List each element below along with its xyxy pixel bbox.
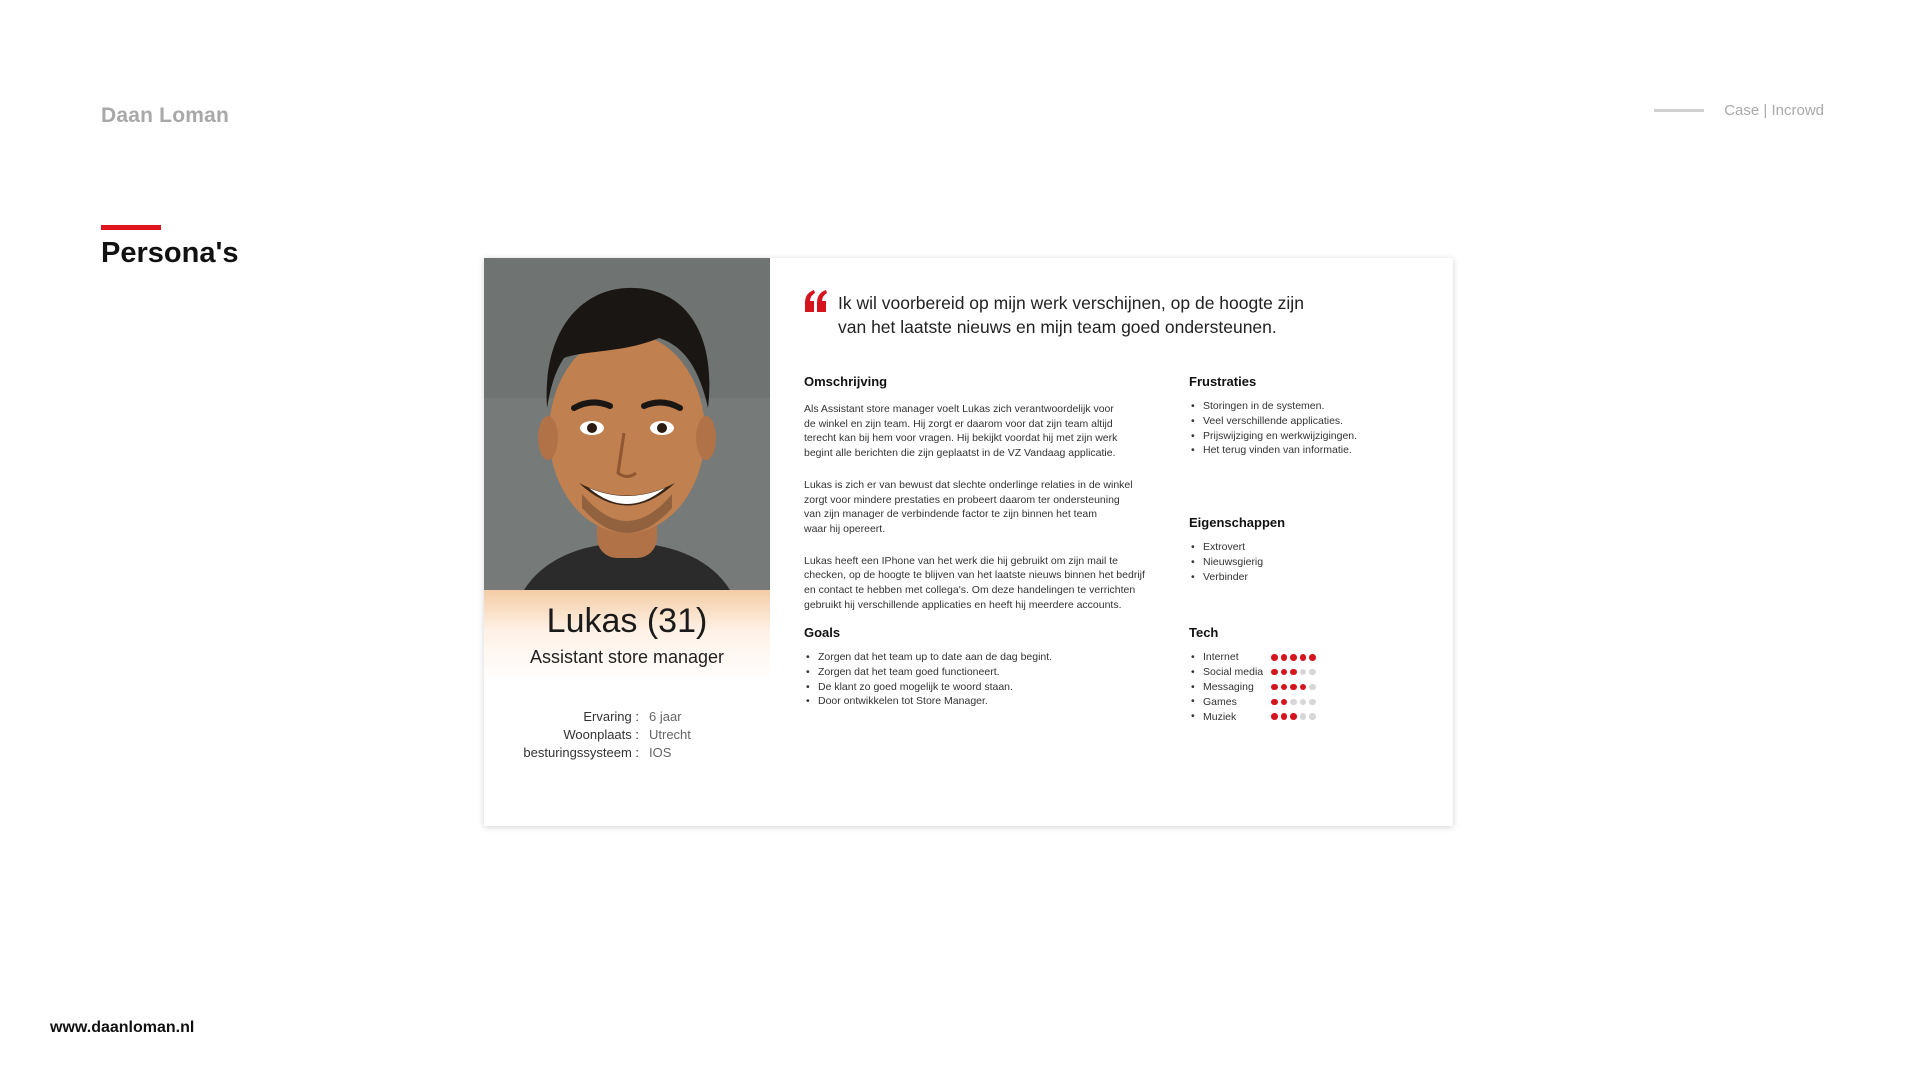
section-title: Persona's xyxy=(101,237,239,269)
list-item: • Storingen in de systemen. xyxy=(1189,399,1357,414)
quote-line: van het laatste nieuws en mijn team goed ondersteunen. xyxy=(838,317,1277,337)
text-line: Lukas is zich er van bewust dat slechte onderlinge relaties in de winkel xyxy=(804,478,1133,491)
frustraties-list xyxy=(1189,399,1357,458)
tech-row xyxy=(1189,680,1316,695)
tech-list xyxy=(1189,650,1316,724)
tech-row xyxy=(1189,709,1316,724)
persona-profile xyxy=(484,258,770,826)
text-line: de winkel en zijn team. Hij zorgt er daarom voor dat zijn team altijd xyxy=(804,417,1113,430)
rating-dot-empty xyxy=(1309,684,1316,691)
rating-dots xyxy=(1271,669,1316,676)
eigenschappen-list xyxy=(1189,540,1285,584)
rating-dot-empty xyxy=(1300,669,1307,676)
rating-dot-filled xyxy=(1290,669,1297,676)
tech-section xyxy=(1189,625,1316,724)
list-item: • Veel verschillende applicaties. xyxy=(1189,414,1357,429)
list-item: • Verbinder xyxy=(1189,570,1285,585)
rating-dot-filled xyxy=(1281,669,1288,676)
header-case xyxy=(1654,102,1824,119)
rating-dot-empty xyxy=(1309,669,1316,676)
persona-portrait-illustration xyxy=(484,258,770,590)
header-divider-line xyxy=(1654,109,1704,112)
persona-role: Assistant store manager xyxy=(529,647,725,667)
text-line: begint alle berichten die zijn geplaatst in de VZ Vandaag applicatie. xyxy=(804,447,1116,460)
rating-dot-empty xyxy=(1300,699,1307,706)
text-line: Lukas heeft een IPhone van het werk die hij gebruikt om zijn mail te xyxy=(804,554,1119,567)
rating-dot-filled xyxy=(1271,669,1278,676)
list-item: • De klant zo goed mogelijk te woord staan. xyxy=(804,680,1052,695)
eigenschappen-section xyxy=(1189,515,1285,584)
footer-website-link[interactable]: www.daanloman.nl xyxy=(50,1019,195,1036)
rating-dot-filled xyxy=(1300,654,1307,661)
tech-label: • Internet xyxy=(1203,651,1239,664)
fact-label: Ervaring : xyxy=(583,709,639,724)
rating-dot-filled xyxy=(1290,684,1297,691)
frustraties-section xyxy=(1189,374,1357,458)
list-item: • Prijswijziging en werkwijzigingen. xyxy=(1189,429,1357,444)
list-item: • Zorgen dat het team up to date aan de dag begint. xyxy=(804,650,1052,665)
rating-dots xyxy=(1271,654,1316,661)
fact-label: besturingssysteem : xyxy=(523,745,639,760)
omschrijving-section xyxy=(804,374,1169,629)
tech-label: • Muziek xyxy=(1203,710,1237,723)
omschrijving-paragraph xyxy=(804,402,1169,461)
goals-title: Goals xyxy=(804,625,841,640)
persona-facts xyxy=(484,708,770,762)
rating-dot-filled xyxy=(1290,654,1297,661)
rating-dot-filled xyxy=(1271,699,1278,706)
omschrijving-title: Omschrijving xyxy=(804,374,888,389)
omschrijving-paragraph xyxy=(804,554,1169,613)
fact-value: Utrecht xyxy=(649,727,691,742)
text-line: zorgt voor mindere prestaties en probeert daarom ter ondersteuning xyxy=(804,493,1120,506)
rating-dot-empty xyxy=(1300,713,1307,720)
rating-dot-filled xyxy=(1300,684,1307,691)
text-line: gebruikt hij verschillende applicaties en heeft hij meerdere accounts. xyxy=(804,598,1122,611)
text-line: van zijn manager de verbindende factor te zijn binnen het team xyxy=(804,508,1098,521)
tech-label: • Social media xyxy=(1203,666,1264,679)
case-label: Case | Incrowd xyxy=(1724,102,1824,119)
quote-line: Ik wil voorbereid op mijn werk verschijnen, op de hoogte zijn xyxy=(838,293,1304,313)
list-item: • Het terug vinden van informatie. xyxy=(1189,443,1357,458)
tech-label: • Messaging xyxy=(1203,680,1254,693)
goals-section xyxy=(804,625,1052,709)
rating-dots xyxy=(1271,699,1316,706)
rating-dot-filled xyxy=(1281,654,1288,661)
tech-title: Tech xyxy=(1189,625,1219,640)
omschrijving-paragraph xyxy=(804,478,1169,537)
text-line: checken, op de hoogte te blijven van het laatste nieuws binnen het bedrijf xyxy=(804,569,1145,582)
brand-name: Daan Loman xyxy=(101,104,230,127)
persona-card xyxy=(484,258,1453,826)
fact-row-ervaring xyxy=(484,708,770,726)
section-accent-bar xyxy=(101,225,161,230)
rating-dot-filled xyxy=(1290,713,1297,720)
fact-label: Woonplaats : xyxy=(563,727,639,742)
rating-dot-filled xyxy=(1281,713,1288,720)
list-item: • Nieuwsgierig xyxy=(1189,555,1285,570)
rating-dot-empty xyxy=(1290,699,1297,706)
list-item: • Extrovert xyxy=(1189,540,1285,555)
tech-row xyxy=(1189,665,1316,680)
persona-name: Lukas (31) xyxy=(546,602,708,640)
text-line: terecht kan bij hem voor vragen. Hij bekijkt voordat hij met zijn werk xyxy=(804,432,1118,445)
list-item: • Door ontwikkelen tot Store Manager. xyxy=(804,694,1052,709)
text-line: waar hij opereert. xyxy=(804,522,886,535)
rating-dots xyxy=(1271,713,1316,720)
eigenschappen-title: Eigenschappen xyxy=(1189,515,1286,530)
frustraties-title: Frustraties xyxy=(1189,374,1257,389)
persona-name-block xyxy=(484,590,770,682)
rating-dot-filled xyxy=(1281,699,1288,706)
persona-photo xyxy=(484,258,770,590)
quote-icon xyxy=(803,288,829,314)
rating-dot-filled xyxy=(1309,654,1316,661)
fact-row-besturingssysteem xyxy=(484,744,770,762)
rating-dot-filled xyxy=(1281,684,1288,691)
list-item: • Zorgen dat het team goed functioneert. xyxy=(804,665,1052,680)
persona-quote xyxy=(838,291,1358,339)
tech-row xyxy=(1189,694,1316,709)
rating-dot-filled xyxy=(1271,654,1278,661)
fact-value: 6 jaar xyxy=(649,709,682,724)
goals-list xyxy=(804,650,1052,709)
fact-value: IOS xyxy=(649,745,672,760)
fact-row-woonplaats xyxy=(484,726,770,744)
tech-row xyxy=(1189,650,1316,665)
tech-label: • Games xyxy=(1203,695,1237,708)
rating-dot-filled xyxy=(1271,713,1278,720)
text-line: Als Assistant store manager voelt Lukas zich verantwoordelijk voor xyxy=(804,403,1114,415)
rating-dot-filled xyxy=(1271,684,1278,691)
text-line: en contact te hebben met collega's. Om deze handelingen te verrichten xyxy=(804,584,1136,597)
rating-dots xyxy=(1271,684,1316,691)
rating-dot-empty xyxy=(1309,713,1316,720)
rating-dot-empty xyxy=(1309,699,1316,706)
